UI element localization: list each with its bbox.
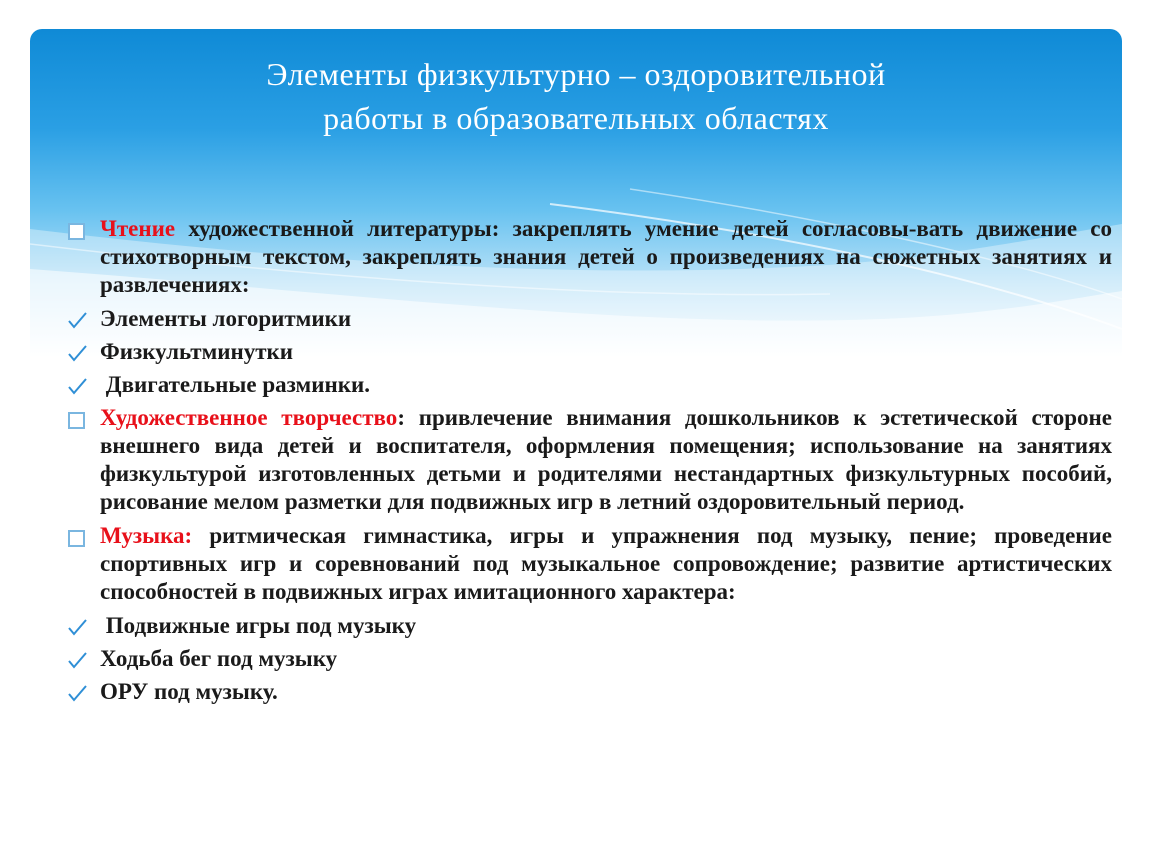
section-text: художественной литературы: закреплять умение детей согласовы-вать движение со стихотворным текстом, закреплять знания детей о произведениях на сюжетных занятиях и развлечениях: (100, 216, 1112, 297)
list-item (66, 305, 1112, 333)
checkmark-icon (66, 305, 96, 333)
list-item-label: Физкультминутки (100, 339, 294, 364)
section-text: : привлечение внимания дошкольников к эстетической стороне внешнего вида детей и воспитателя, оформления помещения; использование на занятиях физкультурой изготовленных детьми и родителями нестандартных физкультурных пособий, рисование мелом разметки для подвижных игр в летний оздоровительный период. (100, 405, 1112, 514)
square-bullet-icon (66, 404, 96, 432)
checkmark-icon (66, 612, 96, 640)
list-item-label: Двигательные разминки. (100, 372, 370, 397)
list-item-label: Элементы логоритмики (100, 306, 352, 331)
list-item-label: ОРУ под музыку. (100, 679, 278, 704)
section-music (66, 522, 1112, 606)
section-text: ритмическая гимнастика, игры и упражнения под музыку, пение; проведение спортивных игр и соревнований под музыкальное сопровождение; развитие артистических способностей в подвижных играх имитационного характера: (100, 523, 1112, 604)
content-body (66, 215, 1112, 711)
section-highlight: Художественное творчество (100, 405, 398, 430)
section-art (66, 404, 1112, 516)
section-highlight: Музыка: (100, 523, 193, 548)
list-item (66, 678, 1112, 706)
square-bullet-icon (66, 215, 96, 243)
section-highlight: Чтение (100, 216, 176, 241)
list-item-label: Ходьба бег под музыку (100, 646, 338, 671)
list-item (66, 645, 1112, 673)
title-line-1: Элементы физкультурно – оздоровительной (266, 56, 886, 92)
checkmark-icon (66, 678, 96, 706)
section-reading (66, 215, 1112, 299)
checkmark-icon (66, 338, 96, 366)
checkmark-icon (66, 645, 96, 673)
list-item (66, 612, 1112, 640)
list-item-label: Подвижные игры под музыку (100, 613, 417, 638)
title-line-2: работы в образовательных областях (323, 100, 829, 136)
list-item (66, 338, 1112, 366)
square-bullet-icon (66, 522, 96, 550)
slide-title (30, 52, 1122, 140)
list-item (66, 371, 1112, 399)
checkmark-icon (66, 371, 96, 399)
